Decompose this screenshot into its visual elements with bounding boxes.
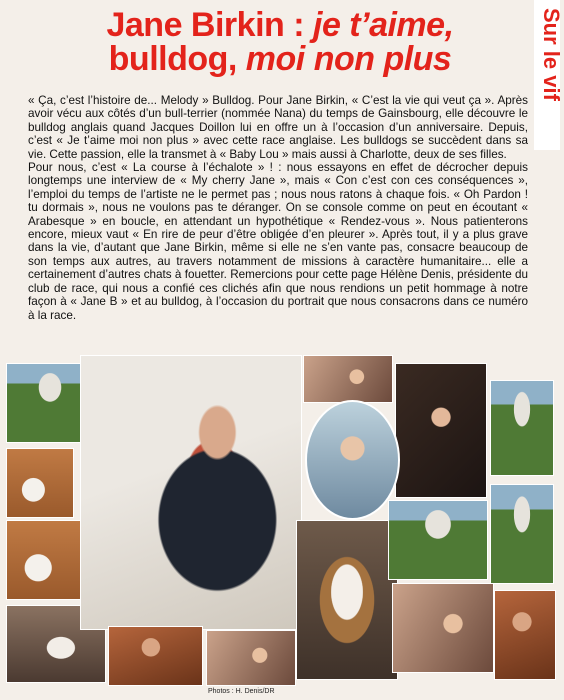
photo-bulldog xyxy=(296,520,398,680)
section-tab xyxy=(534,0,564,150)
photo-jane-seated-with-bulldog xyxy=(395,363,487,498)
photo-jane-on-grass-with-bulldogs xyxy=(388,500,488,580)
photo-jane-lying-with-puppies xyxy=(303,355,393,403)
photo-puppies-on-floor xyxy=(6,448,74,518)
photo-jane-with-puppy-indoors xyxy=(206,630,296,686)
headline-line-2 xyxy=(0,42,560,76)
photo-jane-lying-with-bulldog xyxy=(392,583,494,673)
article-body xyxy=(28,94,528,322)
section-tab-label: Sur le vif xyxy=(539,8,564,101)
photo-jane-with-bulldog-puppy xyxy=(108,626,203,686)
headline-part-1: Jane Birkin : xyxy=(106,6,313,44)
photo-jane-laughing xyxy=(494,590,556,680)
article-paragraph-2: Pour nous, c’est « La course à l’échalote » ! : nous essayons en effet de décrocher depuis longtemps une interview de « My cherry Jane », mais « Con c’est con ces conséquences », l’emploi du temps de l’artiste ne le permet pas ; nous nous ratons à chaque fois. « Oh Pardon ! tu dormais », nous ne voulons pas te déranger. On se console comme on peut en écoutant « Arabesque » en boucle, en attendant un hypothétique « Rendez-vous ». Nous patienterons encore, mieux vaut « En rire de peur d’être obligée d’en pleurer ». Après tout, il y a plus grave dans la vie, d’autant que Jane Birkin, même si elle ne s’en vante pas, consacre beaucoup de son temps aux autres, au travers notamment de missions à caractère humanitaire... elle a certainement d’autres chats à fouetter. Remercions pour cette page Hélène Denis, présidente du club de race, qui nous a confié ces clichés afin que nous rendions un petit hommage à notre façon à « Jane B » et au bulldog, à l’occasion du portrait que nous consacrons dans ce numéro à la race. xyxy=(28,161,528,322)
photo-jane-crouching-with-bulldogs xyxy=(490,484,554,584)
photo-credit: Photos : H. Denis/DR xyxy=(208,688,275,695)
photo-jane-portrait-smoking xyxy=(80,355,302,630)
photo-jane-round-portrait xyxy=(305,400,400,520)
article-headline xyxy=(0,8,560,76)
headline-part-3: bulldog, xyxy=(108,40,246,78)
headline-line-1 xyxy=(0,8,560,42)
headline-part-4: moi non plus xyxy=(245,40,452,78)
photo-jane-with-dogs-in-garden xyxy=(490,380,554,476)
headline-part-2: je t’aime, xyxy=(313,6,454,44)
article-paragraph-1: « Ça, c’est l’histoire de... Melody » Bulldog. Pour Jane Birkin, « C’est la vie qui veut ça ». Après avoir vécu aux côtés d’un bull-terrier (nommée Nana) du temps de Gainsbourg, elle découvre le bulldog anglais quand Jacques Doillon lui en offre un à l’occasion d’un anniversaire. Depuis, c’est « Je t’aime moi non plus » avec cette race anglaise. Les bulldogs se succèdent dans sa vie. Cette passion, elle la transmet à « Baby Lou » mais aussi à Charlotte, deux de ses filles. xyxy=(28,94,528,161)
photo-jane-with-puppies xyxy=(6,520,86,600)
